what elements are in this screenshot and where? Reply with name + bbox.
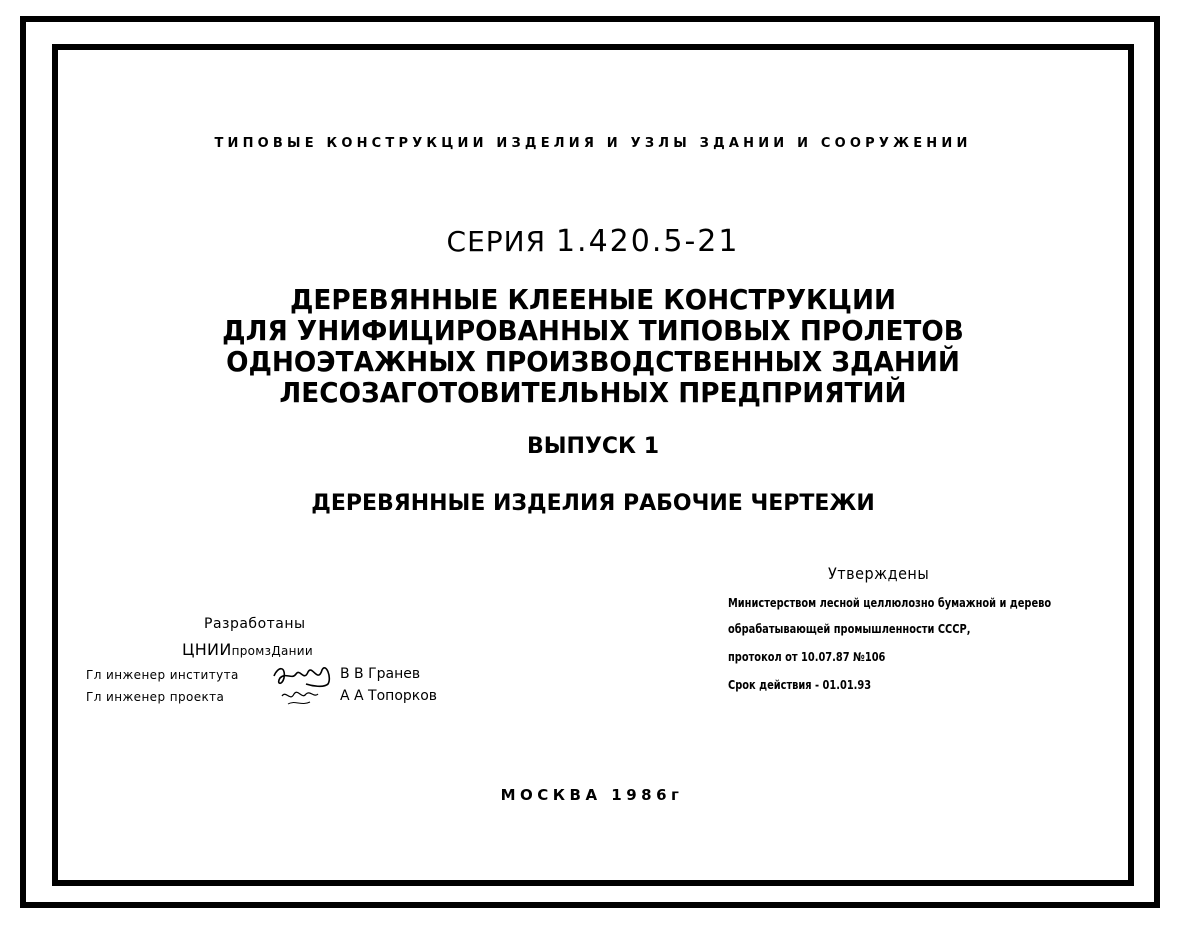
document-title bbox=[84, 284, 1101, 408]
title-line: ОДНОЭТАЖНЫХ ПРОИЗВОДСТВЕННЫХ ЗДАНИЙ bbox=[226, 345, 960, 378]
document-subtitle: ДЕРЕВЯННЫЕ ИЗДЕЛИЯ РАБОЧИЕ ЧЕРТЕЖИ bbox=[311, 491, 875, 516]
title-line: ДЛЯ УНИФИЦИРОВАННЫХ ТИПОВЫХ ПРОЛЕТОВ bbox=[222, 314, 964, 347]
developer-organization bbox=[182, 640, 313, 659]
approval-line: протокол от 10.07.87 №106 bbox=[728, 650, 886, 664]
chief-engineer-project-name: А А Топорков bbox=[340, 688, 438, 704]
series-label: СЕРИЯ bbox=[446, 225, 547, 258]
series-designation bbox=[52, 224, 1134, 259]
role-chief-engineer-institute: Гл инженер института bbox=[86, 668, 239, 682]
approval-block bbox=[720, 560, 1120, 700]
issue-number: ВЫПУСК 1 bbox=[526, 434, 660, 459]
approval-line: обрабатывающей промышленности СССР, bbox=[728, 622, 971, 636]
approval-line: Министерством лесной целлюлозно бумажной и дерево bbox=[728, 596, 1052, 610]
approval-heading: Утверждены bbox=[828, 564, 930, 583]
developer-block bbox=[80, 610, 460, 720]
role-chief-engineer-project: Гл инженер проекта bbox=[86, 690, 225, 704]
org-name: ЦНИИ bbox=[182, 640, 232, 659]
inner-border bbox=[52, 44, 1134, 886]
approval-line: Срок действия - 01.01.93 bbox=[728, 678, 872, 692]
title-line: ЛЕСОЗАГОТОВИТЕЛЬНЫХ ПРЕДПРИЯТИЙ bbox=[279, 376, 907, 409]
developer-heading: Разработаны bbox=[204, 616, 306, 632]
chief-engineer-institute-name: В В Гранев bbox=[340, 666, 421, 682]
collection-header: ТИПОВЫЕ КОНСТРУКЦИИ ИЗДЕЛИЯ И УЗЛЫ ЗДАНИИ И СООРУЖЕНИИ bbox=[214, 136, 972, 151]
signature-image bbox=[268, 658, 340, 710]
org-suffix: промзДании bbox=[231, 644, 314, 658]
city-year: МОСКВА 1986г bbox=[500, 786, 684, 804]
series-number: 1.420.5-21 bbox=[555, 224, 740, 259]
title-line: ДЕРЕВЯННЫЕ КЛЕЕНЫЕ КОНСТРУКЦИИ bbox=[289, 283, 897, 316]
